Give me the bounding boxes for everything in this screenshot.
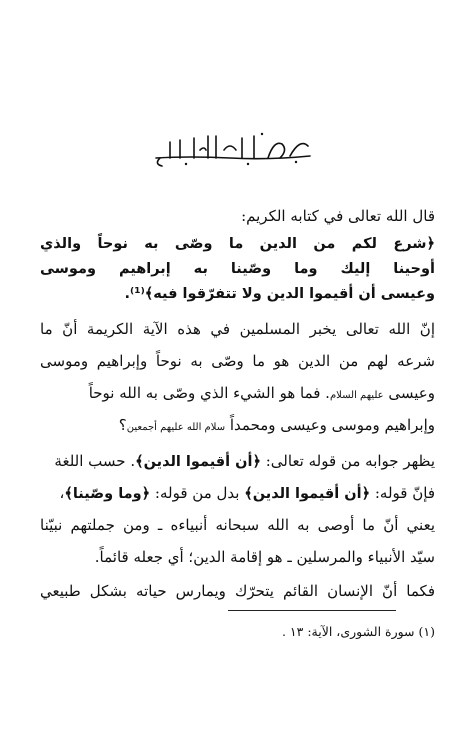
para2-text: ،: [59, 484, 65, 502]
para2-text: . حسب اللغة: [54, 452, 136, 470]
para2-line-3: يعني أنّ ما أوصى به الله سبحانه أنبياءه ـ ومن جملتهم نبيّنا: [40, 516, 435, 534]
para3-line-1: فكما أنّ الإنسان القائم يتحرّك ويمارس حياته بشكل طبيعي: [40, 582, 435, 600]
para2-line-1: [40, 450, 435, 473]
verse-line-2: أوحينا إليك وما وصّينا به إبراهيم وموسى: [40, 261, 435, 277]
quoted-phrase: ﴿أن أقيموا الدين﴾: [135, 454, 261, 470]
quoted-phrase: ﴿أن أقيموا الدين﴾: [244, 486, 371, 502]
honorific: سلام الله عليهم أجمعين: [126, 422, 226, 433]
para1-text: وإبراهيم وموسى وعيسى ومحمداً: [229, 416, 435, 434]
para2-line-4: سيّد الأنبياء والمرسلين ـ هو إقامة الدين؛ أي جعله قائماً.: [94, 548, 435, 566]
para2-text: يظهر جوابه من قوله تعالى:: [260, 452, 435, 470]
para1-line-4: [40, 414, 435, 439]
para1-text: ؟: [118, 416, 127, 434]
verse-line-3: وعيسى أن أقيموا الدين ولا تتفرّقوا فيه﴾⁽¹⁾.: [124, 286, 435, 302]
honorific: عليهم السلام: [329, 390, 384, 401]
para1-line-2: شرعه لهم من الدين هو ما وصّى به نوحاً وإبراهيم وموسى: [40, 352, 435, 370]
basmala-calligraphy-icon: [150, 128, 320, 170]
para1-text: وعيسى: [388, 384, 435, 402]
quoted-phrase: ﴿وما وصّينا﴾: [64, 486, 151, 502]
footnote-divider: [228, 610, 396, 611]
para1-line-3: [40, 382, 435, 407]
para2-text: فإنّ قوله:: [370, 484, 435, 502]
para2-text: بدل من قوله:: [150, 484, 245, 502]
para1-line-1: إنّ الله تعالى يخبر المسلمين في هذه الآية الكريمة أنّ ما: [40, 320, 435, 338]
intro-line: قال الله تعالى في كتابه الكريم:: [241, 207, 435, 225]
verse-line-1: ﴿شرع لكم من الدين ما وصّى به نوحاً والذي: [40, 236, 435, 252]
para2-line-2: [40, 482, 435, 505]
para1-text: . فما هو الشيء الذي وصّى به الله نوحاً: [88, 384, 330, 402]
footnote: (١) سورة الشورى، الآية: ١٣ .: [281, 624, 435, 639]
